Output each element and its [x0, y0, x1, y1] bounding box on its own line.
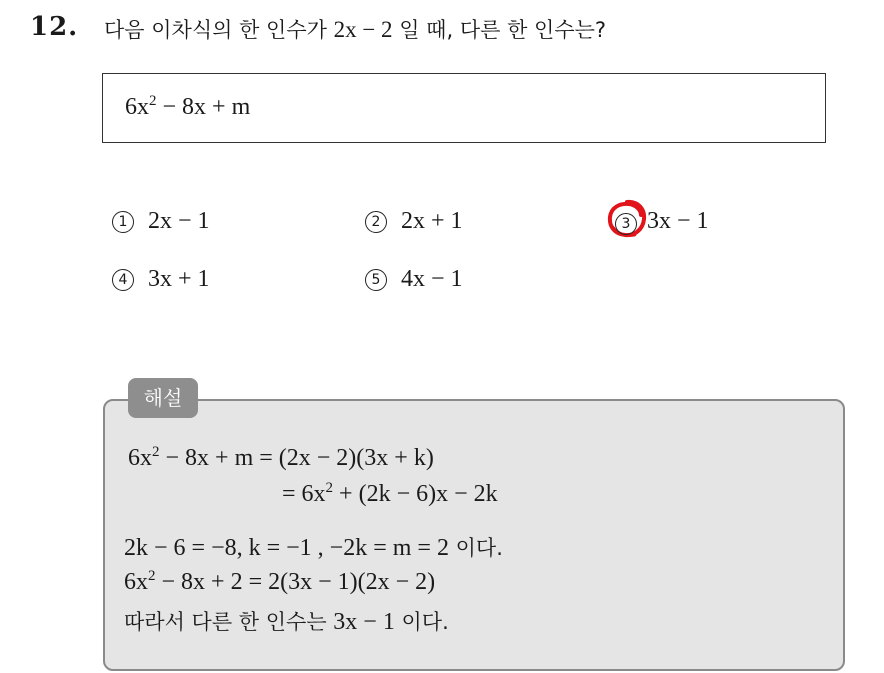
line5-kr-a: 따라서 다른 한 인수는 [124, 610, 334, 634]
choice-2[interactable] [365, 208, 463, 235]
choice-number: 2 [365, 211, 387, 233]
given-rest: − 8x + m [156, 94, 251, 120]
line4-a: 6x [124, 569, 148, 595]
line1-exp: 2 [152, 444, 160, 460]
question-text-math: 2x − 2 [333, 17, 393, 42]
line2-b: + (2k − 6)x − 2k [333, 481, 498, 507]
choice-number: 4 [112, 269, 134, 291]
choice-expression: 3x − 1 [647, 208, 709, 234]
choice-3[interactable] [615, 208, 709, 235]
given-coef: 6x [125, 94, 149, 120]
line4-b: − 8x + 2 = 2(3x − 1)(2x − 2) [155, 569, 436, 595]
choice-5[interactable] [365, 266, 463, 293]
explanation-line-2 [282, 481, 498, 508]
choice-expression: 2x + 1 [401, 208, 463, 234]
question-text-suffix: 일 때, 다른 한 인수는? [392, 18, 607, 42]
line4-exp: 2 [148, 568, 156, 584]
choice-number: 1 [112, 211, 134, 233]
choice-expression: 3x + 1 [148, 266, 210, 292]
explanation-line-4 [124, 569, 435, 596]
question-number: 12. [30, 12, 79, 42]
choice-1[interactable] [112, 208, 210, 235]
given-exponent: 2 [149, 93, 157, 109]
choice-expression: 2x − 1 [148, 208, 210, 234]
given-expression-box [102, 73, 826, 143]
line1-a: 6x [128, 445, 152, 471]
explanation-line-5 [124, 606, 449, 636]
given-expression [125, 94, 250, 121]
choice-number: 3 [615, 213, 637, 235]
explanation-line-3 [124, 532, 503, 562]
explanation-tab: 해설 [128, 378, 198, 418]
line2-a: = 6x [282, 481, 326, 507]
answer-mark [615, 208, 647, 235]
choice-expression: 4x − 1 [401, 266, 463, 292]
choice-number: 5 [365, 269, 387, 291]
line3-kr: 이다. [448, 536, 503, 560]
line5-kr-b: 이다. [394, 610, 449, 634]
question-text [104, 14, 606, 44]
line3-math: 2k − 6 = −8, k = −1 , −2k = m = 2 [124, 535, 449, 561]
explanation-line-1 [128, 445, 434, 472]
line5-math: 3x − 1 [333, 609, 395, 635]
choice-4[interactable] [112, 266, 210, 293]
question-text-prefix: 다음 이차식의 한 인수가 [104, 18, 334, 42]
line1-b: − 8x + m = (2x − 2)(3x + k) [159, 445, 434, 471]
line2-exp: 2 [325, 480, 334, 496]
